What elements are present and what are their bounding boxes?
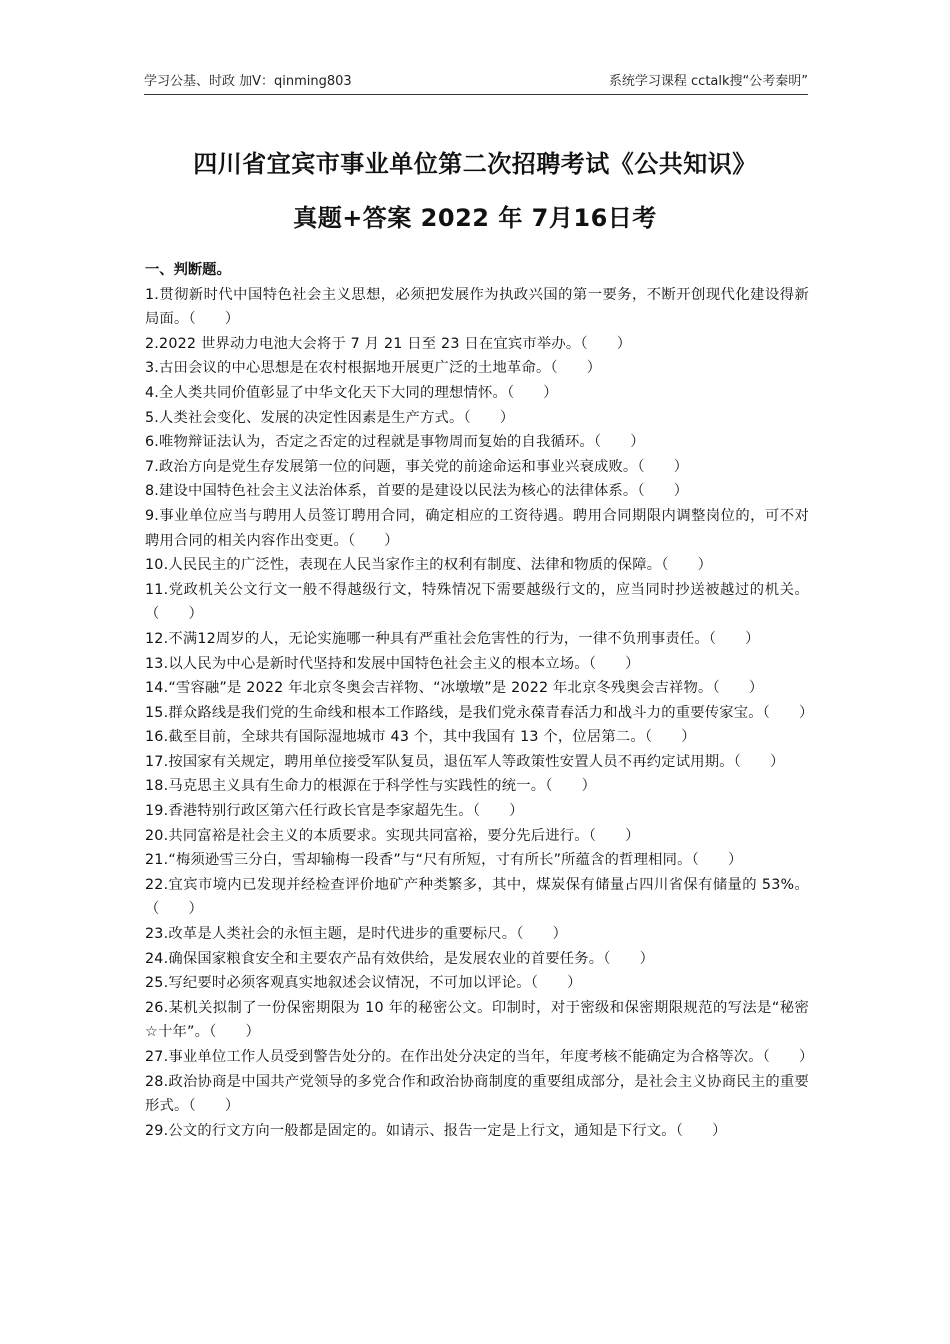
question-item: 26.某机关拟制了一份保密期限为 10 年的秘密公文。印制时，对于密级和保密期限规范的写法是“秘密☆十年”。（ ） — [145, 999, 809, 1041]
question-item: 12.不满12周岁的人，无论实施哪一种具有严重社会危害性的行为，一律不负刑事责任。（ ） — [145, 630, 760, 647]
question-item: 28.政治协商是中国共产党领导的多党合作和政治协商制度的重要组成部分，是社会主义协商民主的重要形式。（ ） — [145, 1073, 809, 1115]
question-list — [145, 283, 814, 1144]
question-item: 21.“梅须逊雪三分白，雪却输梅一段香”与“尺有所短，寸有所长”所蕴含的哲理相同。（ ） — [145, 852, 743, 869]
question-item: 22.宜宾市境内已发现并经检查评价地矿产种类繁多，其中，煤炭保有储量占四川省保有储量的 53%。（ ） — [145, 876, 809, 918]
question-item: 10.人民民主的广泛性，表现在人民当家作主的权利有制度、法律和物质的保障。（ ） — [145, 557, 713, 574]
question-item: 2.2022 世界动力电池大会将于 7 月 21 日至 23 日在宜宾市举办。（ ） — [145, 335, 632, 352]
question-item: 18.马克思主义具有生命力的根源在于科学性与实践性的统一。（ ） — [145, 778, 597, 795]
question-item: 6.唯物辩证法认为，否定之否定的过程就是事物周而复始的自我循环。（ ） — [145, 434, 645, 451]
document-title-line-1: 四川省宜宾市事业单位第二次招聘考试《公共知识》 — [193, 150, 757, 178]
header-right-text: 系统学习课程 cctalk搜“公考秦明” — [608, 74, 808, 89]
header-left-text: 学习公基、时政 加V：qinming803 — [144, 74, 352, 89]
question-item: 14.“雪容融”是 2022 年北京冬奥会吉祥物、“冰墩墩”是 2022 年北京冬残奥会吉祥物。（ ） — [145, 680, 764, 697]
question-item: 23.改革是人类社会的永恒主题，是时代进步的重要标尺。（ ） — [145, 926, 568, 943]
question-item: 1.贯彻新时代中国特色社会主义思想，必须把发展作为执政兴国的第一要务，不断开创现代化建设得新局面。（ ） — [145, 286, 809, 328]
document-body — [145, 258, 814, 1143]
question-item: 13.以人民为中心是新时代坚持和发展中国特色社会主义的根本立场。（ ） — [145, 655, 640, 672]
document-title-line-2: 真题+答案 2022 年 7月16日考 — [293, 204, 657, 232]
question-item: 29.公文的行文方向一般都是固定的。如请示、报告一定是上行文，通知是下行文。（ ） — [145, 1122, 727, 1139]
question-item: 11.党政机关公文行文一般不得越级行文，特殊情况下需要越级行文的，应当同时抄送被越过的机关。（ ） — [145, 581, 809, 623]
question-item: 15.群众路线是我们党的生命线和根本工作路线，是我们党永葆青春活力和战斗力的重要传家宝。（ ） — [145, 704, 814, 721]
question-item: 24.确保国家粮食安全和主要农产品有效供给，是发展农业的首要任务。（ ） — [145, 950, 655, 967]
question-item: 27.事业单位工作人员受到警告处分的。在作出处分决定的当年，年度考核不能确定为合格等次。（ ） — [145, 1049, 814, 1065]
question-item: 8.建设中国特色社会主义法治体系，首要的是建设以民法为核心的法律体系。（ ） — [145, 483, 689, 500]
question-item: 3.古田会议的中心思想是在农村根据地开展更广泛的土地革命。（ ） — [145, 360, 602, 377]
question-item: 20.共同富裕是社会主义的本质要求。实现共同富裕，要分先后进行。（ ） — [145, 827, 640, 844]
question-item: 16.截至目前，全球共有国际湿地城市 43 个，其中我国有 13 个，位居第二。（ ） — [145, 729, 696, 746]
question-item: 7.政治方向是党生存发展第一位的问题，事关党的前途命运和事业兴衰成败。（ ） — [145, 458, 689, 475]
question-item: 25.写纪要时必须客观真实地叙述会议情况，不可加以评论。（ ） — [145, 975, 582, 992]
page-header — [144, 68, 808, 95]
question-item: 4.全人类共同价值彰显了中华文化天下大同的理想情怀。（ ） — [145, 384, 558, 401]
section-title: 一、判断题。 — [145, 262, 231, 278]
question-item: 5.人类社会变化、发展的决定性因素是生产方式。（ ） — [145, 409, 515, 426]
question-item: 9.事业单位应当与聘用人员签订聘用合同，确定相应的工资待遇。聘用合同期限内调整岗位的，可不对聘用合同的相关内容作出变更。（ ） — [145, 507, 809, 549]
question-item: 19.香港特别行政区第六任行政长官是李家超先生。（ ） — [145, 803, 524, 820]
question-item: 17.按国家有关规定，聘用单位接受军队复员，退伍军人等政策性安置人员不再约定试用期。（ ） — [145, 753, 785, 770]
